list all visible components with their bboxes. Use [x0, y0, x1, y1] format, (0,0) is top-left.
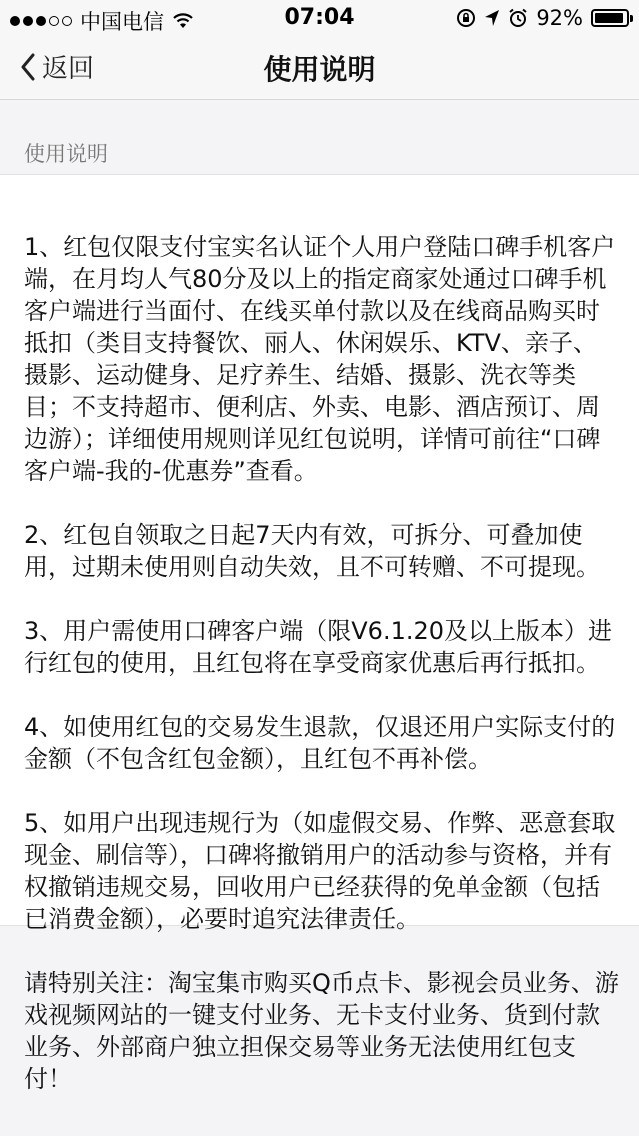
instructions-content [24, 199, 620, 1127]
rotation-lock-icon [456, 8, 476, 28]
special-notice: 请特别关注：淘宝集市购买Q币点卡、影视会员业务、游戏视频网站的一键支付业务、无卡支付业务、货到付款业务、外部商户独立担保交易等业务无法使用红包支付！ [24, 969, 619, 1093]
paragraph-2: 2、红包自领取之日起7天内有效，可拆分、可叠加使用，过期未使用则自动失效，且不可转赠、不可提现。 [24, 521, 600, 581]
paragraph-4: 4、如使用红包的交易发生退款，仅退还用户实际支付的金额（不包含红包金额），且红包不再补偿。 [24, 713, 616, 773]
battery-icon [591, 9, 629, 27]
battery-percent: 92% [536, 6, 583, 30]
carrier-name: 中国电信 [80, 10, 164, 34]
instructions-card [0, 174, 639, 1093]
status-bar [0, 0, 639, 36]
nav-bar [0, 36, 639, 100]
alarm-icon [508, 8, 528, 28]
battery-fill [595, 13, 623, 23]
page-title: 使用说明 [263, 53, 376, 86]
status-time: 07:04 [284, 5, 355, 30]
back-label: 返回 [42, 54, 95, 84]
paragraph-5: 5、如用户出现违规行为（如虚假交易、作弊、恶意套取现金、刷信等），口碑将撤销用户的活动参与资格，并有权撤销违规交易，回收用户已经获得的免单金额（包括已消费金额），必要时追究法律责任。 [24, 809, 616, 933]
paragraph-3: 3、用户需使用口碑客户端（限V6.1.20及以上版本）进行红包的使用，且红包将在享受商家优惠后再行抵扣。 [24, 617, 613, 677]
location-arrow-icon [484, 9, 500, 27]
paragraph-1: 1、红包仅限支付宝实名认证个人用户登陆口碑手机客户端，在月均人气80分及以上的指定商家处通过口碑手机客户端进行当面付、在线买单付款以及在线商品购买时抵扣（类目支持餐饮、丽人、休闲娱乐、KTV、亲子、摄影、运动健身、足疗养生、结婚、摄影、洗衣等类目；不支持超市、便利店、外卖、电影、酒店预订、周边游）；详细使用规则详见红包说明，详情可前往“口碑客户端-我的-优惠券”查看。 [24, 233, 616, 485]
status-right [456, 6, 629, 30]
section-label: 使用说明 [24, 142, 108, 166]
